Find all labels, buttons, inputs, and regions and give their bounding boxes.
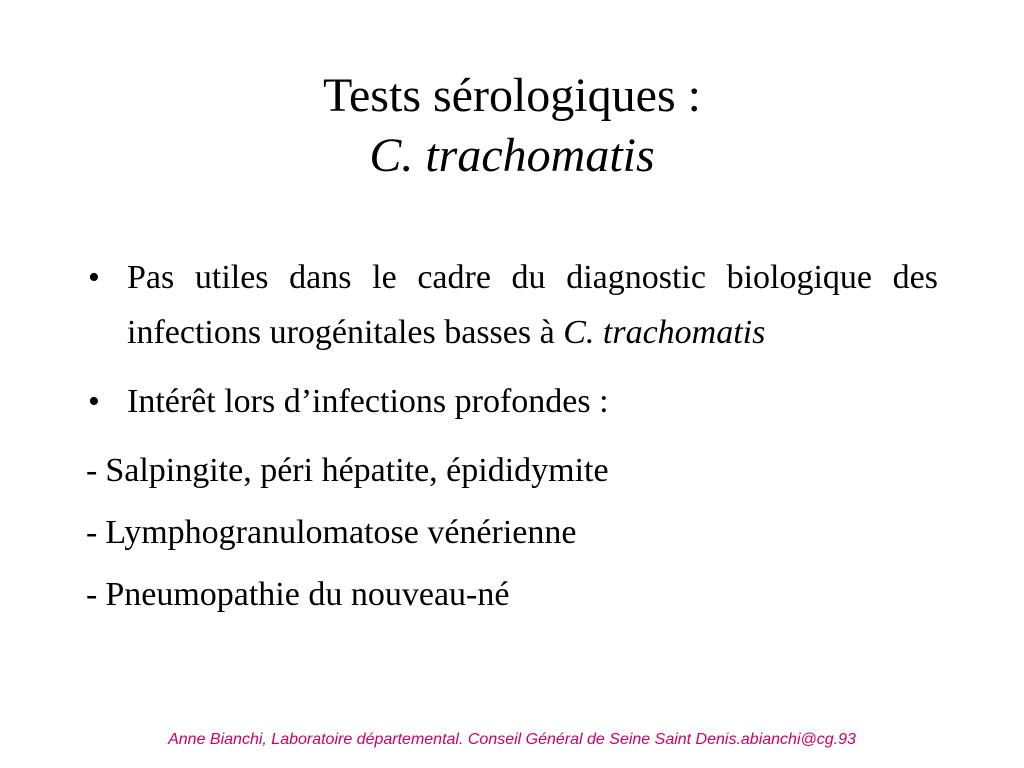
dash-item-text: Pneumopathie du nouveau-né bbox=[105, 576, 510, 613]
bullet-item bbox=[86, 374, 938, 429]
dash-item bbox=[86, 505, 938, 560]
bullet-italic-text: C. trachomatis bbox=[563, 314, 766, 351]
dash-item-text: Lymphogranulomatose vénérienne bbox=[105, 514, 577, 551]
dash-item-text: Salpingite, péri hépatite, épididymite bbox=[105, 452, 609, 489]
title-line-1: Tests sérologiques : bbox=[323, 69, 701, 122]
bullet-text: Pas utiles dans le cadre du diagnostic biologique des infections urogénitales basses à bbox=[127, 259, 938, 351]
dash-item bbox=[86, 567, 938, 622]
bullet-item bbox=[86, 250, 938, 360]
dash-marker: - bbox=[86, 452, 98, 489]
dash-marker: - bbox=[86, 514, 98, 551]
bullet-text: Intérêt lors d’infections profondes : bbox=[127, 383, 609, 420]
bullet-marker: • bbox=[88, 383, 100, 420]
dash-marker: - bbox=[86, 576, 98, 613]
slide-footer: Anne Bianchi, Laboratoire départemental. Conseil Général de Seine Saint Denis.abianchi@cg.93 bbox=[168, 731, 856, 748]
slide-body bbox=[86, 250, 938, 629]
title-line-2: C. trachomatis bbox=[369, 129, 655, 182]
slide-title bbox=[0, 66, 1024, 186]
dash-item bbox=[86, 443, 938, 498]
bullet-marker: • bbox=[88, 259, 100, 296]
